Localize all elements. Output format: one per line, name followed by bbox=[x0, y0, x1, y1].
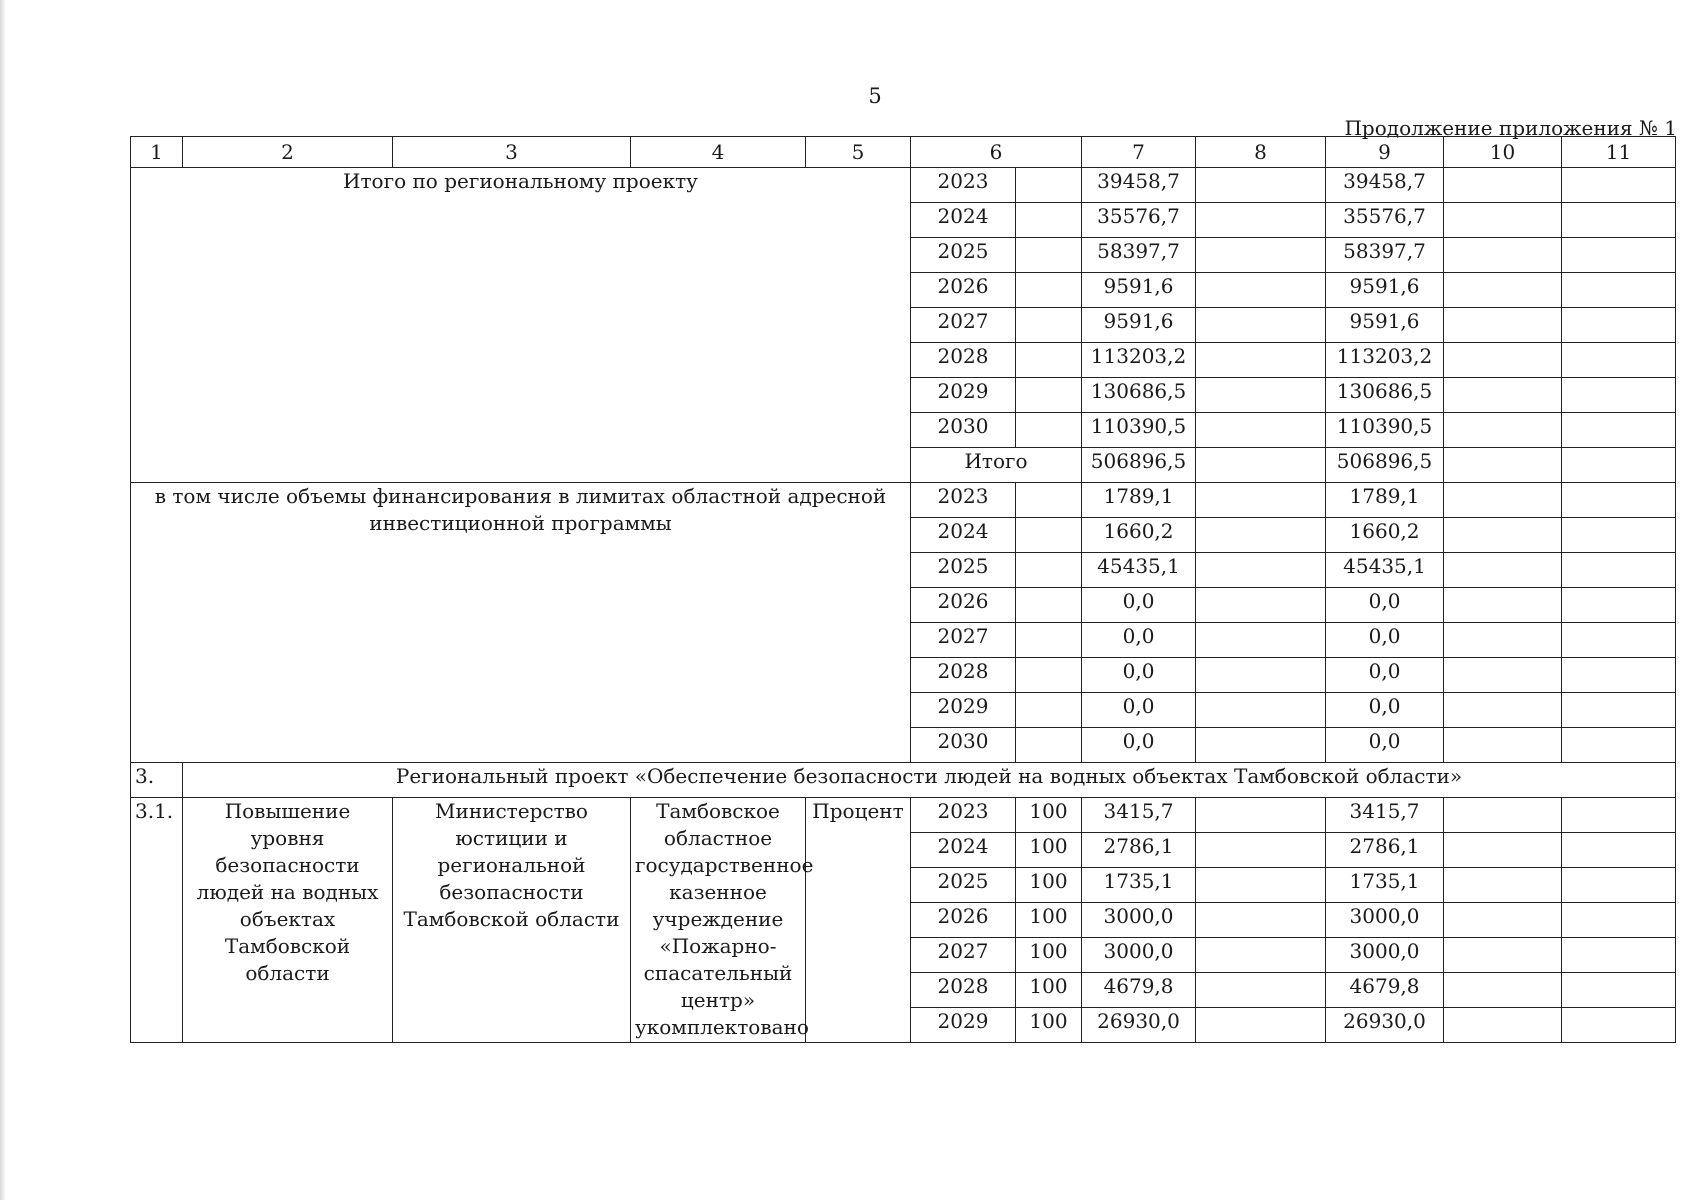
blank-cell bbox=[1016, 378, 1082, 413]
col11-cell bbox=[1562, 798, 1676, 833]
year-cell: 2030 bbox=[911, 728, 1016, 763]
unit-cell: Процент bbox=[806, 798, 911, 1043]
col11-cell bbox=[1562, 1008, 1676, 1043]
col7-value: 0,0 bbox=[1082, 693, 1196, 728]
col9-value: 9591,6 bbox=[1326, 308, 1444, 343]
indicator-value: 100 bbox=[1016, 868, 1082, 903]
blank-cell bbox=[1016, 693, 1082, 728]
col8-cell bbox=[1196, 833, 1326, 868]
col11-cell bbox=[1562, 343, 1676, 378]
col11-cell bbox=[1562, 238, 1676, 273]
header-cell-3: 3 bbox=[393, 137, 631, 168]
blank-cell bbox=[1016, 238, 1082, 273]
total-col9: 506896,5 bbox=[1326, 448, 1444, 483]
col10-cell bbox=[1444, 168, 1562, 203]
col8-cell bbox=[1196, 728, 1326, 763]
col10-cell bbox=[1444, 938, 1562, 973]
blank-cell bbox=[1016, 553, 1082, 588]
col9-value: 1660,2 bbox=[1326, 518, 1444, 553]
scan-edge bbox=[0, 0, 6, 1200]
year-cell: 2025 bbox=[911, 868, 1016, 903]
col11-cell bbox=[1562, 308, 1676, 343]
col9-value: 0,0 bbox=[1326, 658, 1444, 693]
col8-cell bbox=[1196, 308, 1326, 343]
col11-cell bbox=[1562, 203, 1676, 238]
section-title: Региональный проект «Обеспечение безопасности людей на водных объектах Тамбовской области» bbox=[183, 763, 1676, 798]
col10-cell bbox=[1444, 413, 1562, 448]
col11-cell bbox=[1562, 658, 1676, 693]
year-cell: 2026 bbox=[911, 903, 1016, 938]
col9-value: 3000,0 bbox=[1326, 938, 1444, 973]
header-row bbox=[131, 137, 1676, 168]
col7-value: 3000,0 bbox=[1082, 938, 1196, 973]
col7-value: 9591,6 bbox=[1082, 273, 1196, 308]
header-cell-4: 4 bbox=[631, 137, 806, 168]
indicator-value: 100 bbox=[1016, 973, 1082, 1008]
indicator-value: 100 bbox=[1016, 1008, 1082, 1043]
continuation-note: Продолжение приложения № 1 bbox=[1344, 116, 1677, 140]
col11-cell bbox=[1562, 378, 1676, 413]
header-cell-9: 9 bbox=[1326, 137, 1444, 168]
col7-value: 3000,0 bbox=[1082, 903, 1196, 938]
year-cell: 2027 bbox=[911, 938, 1016, 973]
year-cell: 2023 bbox=[911, 483, 1016, 518]
col9-value: 35576,7 bbox=[1326, 203, 1444, 238]
header-cell-5: 5 bbox=[806, 137, 911, 168]
indicator-value: 100 bbox=[1016, 798, 1082, 833]
col10-cell bbox=[1444, 238, 1562, 273]
blank-cell bbox=[1016, 203, 1082, 238]
year-cell: 2026 bbox=[911, 273, 1016, 308]
blank-cell bbox=[1016, 728, 1082, 763]
section-number: 3. bbox=[131, 763, 183, 798]
col7-value: 9591,6 bbox=[1082, 308, 1196, 343]
col7-value: 4679,8 bbox=[1082, 973, 1196, 1008]
col9-value: 39458,7 bbox=[1326, 168, 1444, 203]
blank-cell bbox=[1016, 343, 1082, 378]
col8-cell bbox=[1196, 343, 1326, 378]
col8-cell bbox=[1196, 693, 1326, 728]
col11-cell bbox=[1562, 168, 1676, 203]
year-cell: 2026 bbox=[911, 588, 1016, 623]
indicator-name: Повышение уровня безопасности людей на водных объектах Тамбовской области bbox=[183, 798, 393, 1043]
col11-cell bbox=[1562, 973, 1676, 1008]
col7-value: 1660,2 bbox=[1082, 518, 1196, 553]
col11-cell bbox=[1562, 273, 1676, 308]
year-cell: 2029 bbox=[911, 1008, 1016, 1043]
col9-value: 1789,1 bbox=[1326, 483, 1444, 518]
year-cell: 2030 bbox=[911, 413, 1016, 448]
blank-cell bbox=[1016, 588, 1082, 623]
col9-value: 0,0 bbox=[1326, 588, 1444, 623]
header-cell-7: 7 bbox=[1082, 137, 1196, 168]
col11-cell bbox=[1562, 448, 1676, 483]
col7-value: 39458,7 bbox=[1082, 168, 1196, 203]
col10-cell bbox=[1444, 343, 1562, 378]
blank-cell bbox=[1016, 623, 1082, 658]
col10-cell bbox=[1444, 798, 1562, 833]
col10-cell bbox=[1444, 203, 1562, 238]
year-cell: 2029 bbox=[911, 378, 1016, 413]
col9-value: 1735,1 bbox=[1326, 868, 1444, 903]
col7-value: 110390,5 bbox=[1082, 413, 1196, 448]
blank-cell bbox=[1016, 658, 1082, 693]
col8-cell bbox=[1196, 798, 1326, 833]
col7-value: 3415,7 bbox=[1082, 798, 1196, 833]
item-number: 3.1. bbox=[131, 798, 183, 1043]
regional-total-label: Итого по региональному проекту bbox=[131, 168, 911, 483]
col7-value: 0,0 bbox=[1082, 623, 1196, 658]
col11-cell bbox=[1562, 623, 1676, 658]
col11-cell bbox=[1562, 903, 1676, 938]
financing-table bbox=[130, 136, 1676, 1043]
header-cell-11: 11 bbox=[1562, 137, 1676, 168]
col11-cell bbox=[1562, 588, 1676, 623]
page-number: 5 bbox=[868, 84, 882, 108]
header-cell-6: 6 bbox=[911, 137, 1082, 168]
year-cell: 2023 bbox=[911, 798, 1016, 833]
col10-cell bbox=[1444, 273, 1562, 308]
year-cell: 2028 bbox=[911, 343, 1016, 378]
blank-cell bbox=[1016, 168, 1082, 203]
col11-cell bbox=[1562, 553, 1676, 588]
year-cell: 2028 bbox=[911, 973, 1016, 1008]
col9-value: 110390,5 bbox=[1326, 413, 1444, 448]
col9-value: 0,0 bbox=[1326, 728, 1444, 763]
total-col7: 506896,5 bbox=[1082, 448, 1196, 483]
col7-value: 26930,0 bbox=[1082, 1008, 1196, 1043]
col9-value: 45435,1 bbox=[1326, 553, 1444, 588]
col8-cell bbox=[1196, 658, 1326, 693]
col7-value: 58397,7 bbox=[1082, 238, 1196, 273]
year-cell: 2027 bbox=[911, 623, 1016, 658]
col8-cell bbox=[1196, 413, 1326, 448]
year-cell: 2024 bbox=[911, 518, 1016, 553]
col8-cell bbox=[1196, 378, 1326, 413]
header-cell-1: 1 bbox=[131, 137, 183, 168]
col11-cell bbox=[1562, 728, 1676, 763]
indicator-value: 100 bbox=[1016, 833, 1082, 868]
result-description: Тамбовское областное государственное казенное учреждение «Пожарно-спасательный центр» укомплектовано bbox=[631, 798, 806, 1043]
section-row bbox=[131, 763, 1676, 798]
indicator-row bbox=[131, 798, 1676, 833]
col8-cell bbox=[1196, 973, 1326, 1008]
col7-value: 2786,1 bbox=[1082, 833, 1196, 868]
col9-value: 9591,6 bbox=[1326, 273, 1444, 308]
col7-value: 1735,1 bbox=[1082, 868, 1196, 903]
col7-value: 35576,7 bbox=[1082, 203, 1196, 238]
col10-cell bbox=[1444, 378, 1562, 413]
col8-cell bbox=[1196, 448, 1326, 483]
col9-value: 113203,2 bbox=[1326, 343, 1444, 378]
col10-cell bbox=[1444, 448, 1562, 483]
col9-value: 4679,8 bbox=[1326, 973, 1444, 1008]
col10-cell bbox=[1444, 728, 1562, 763]
col8-cell bbox=[1196, 938, 1326, 973]
investment-program-label: в том числе объемы финансирования в лимитах областной адресной инвестиционной программы bbox=[131, 483, 911, 763]
col7-value: 0,0 bbox=[1082, 728, 1196, 763]
col10-cell bbox=[1444, 693, 1562, 728]
col8-cell bbox=[1196, 203, 1326, 238]
col8-cell bbox=[1196, 553, 1326, 588]
col8-cell bbox=[1196, 903, 1326, 938]
col8-cell bbox=[1196, 518, 1326, 553]
col11-cell bbox=[1562, 413, 1676, 448]
investment-program-row bbox=[131, 483, 1676, 518]
blank-cell bbox=[1016, 483, 1082, 518]
header-cell-2: 2 bbox=[183, 137, 393, 168]
col9-value: 3415,7 bbox=[1326, 798, 1444, 833]
col9-value: 2786,1 bbox=[1326, 833, 1444, 868]
col11-cell bbox=[1562, 518, 1676, 553]
year-cell: 2025 bbox=[911, 238, 1016, 273]
col8-cell bbox=[1196, 168, 1326, 203]
col10-cell bbox=[1444, 868, 1562, 903]
blank-cell bbox=[1016, 308, 1082, 343]
col7-value: 1789,1 bbox=[1082, 483, 1196, 518]
col10-cell bbox=[1444, 903, 1562, 938]
year-cell: 2025 bbox=[911, 553, 1016, 588]
col9-value: 0,0 bbox=[1326, 693, 1444, 728]
col8-cell bbox=[1196, 273, 1326, 308]
year-cell: 2027 bbox=[911, 308, 1016, 343]
col10-cell bbox=[1444, 553, 1562, 588]
blank-cell bbox=[1016, 413, 1082, 448]
blank-cell bbox=[1016, 518, 1082, 553]
col10-cell bbox=[1444, 483, 1562, 518]
year-cell: 2024 bbox=[911, 203, 1016, 238]
col11-cell bbox=[1562, 868, 1676, 903]
year-cell: 2029 bbox=[911, 693, 1016, 728]
col7-value: 0,0 bbox=[1082, 588, 1196, 623]
col10-cell bbox=[1444, 658, 1562, 693]
blank-cell bbox=[1016, 273, 1082, 308]
col10-cell bbox=[1444, 518, 1562, 553]
col9-value: 0,0 bbox=[1326, 623, 1444, 658]
col9-value: 58397,7 bbox=[1326, 238, 1444, 273]
col10-cell bbox=[1444, 623, 1562, 658]
regional-total-row bbox=[131, 168, 1676, 203]
col8-cell bbox=[1196, 588, 1326, 623]
col10-cell bbox=[1444, 1008, 1562, 1043]
col7-value: 0,0 bbox=[1082, 658, 1196, 693]
year-cell: 2028 bbox=[911, 658, 1016, 693]
col11-cell bbox=[1562, 833, 1676, 868]
col8-cell bbox=[1196, 483, 1326, 518]
col8-cell bbox=[1196, 1008, 1326, 1043]
executor-name: Министерство юстиции и региональной безопасности Тамбовской области bbox=[393, 798, 631, 1043]
col11-cell bbox=[1562, 693, 1676, 728]
col9-value: 130686,5 bbox=[1326, 378, 1444, 413]
indicator-value: 100 bbox=[1016, 938, 1082, 973]
col9-value: 26930,0 bbox=[1326, 1008, 1444, 1043]
col10-cell bbox=[1444, 308, 1562, 343]
col8-cell bbox=[1196, 238, 1326, 273]
indicator-value: 100 bbox=[1016, 903, 1082, 938]
col11-cell bbox=[1562, 483, 1676, 518]
col11-cell bbox=[1562, 938, 1676, 973]
col8-cell bbox=[1196, 868, 1326, 903]
col10-cell bbox=[1444, 833, 1562, 868]
year-cell: 2024 bbox=[911, 833, 1016, 868]
header-cell-8: 8 bbox=[1196, 137, 1326, 168]
year-cell: 2023 bbox=[911, 168, 1016, 203]
col7-value: 45435,1 bbox=[1082, 553, 1196, 588]
col7-value: 113203,2 bbox=[1082, 343, 1196, 378]
col7-value: 130686,5 bbox=[1082, 378, 1196, 413]
col10-cell bbox=[1444, 588, 1562, 623]
col9-value: 3000,0 bbox=[1326, 903, 1444, 938]
col8-cell bbox=[1196, 623, 1326, 658]
header-cell-10: 10 bbox=[1444, 137, 1562, 168]
total-label: Итого bbox=[911, 448, 1082, 483]
col10-cell bbox=[1444, 973, 1562, 1008]
